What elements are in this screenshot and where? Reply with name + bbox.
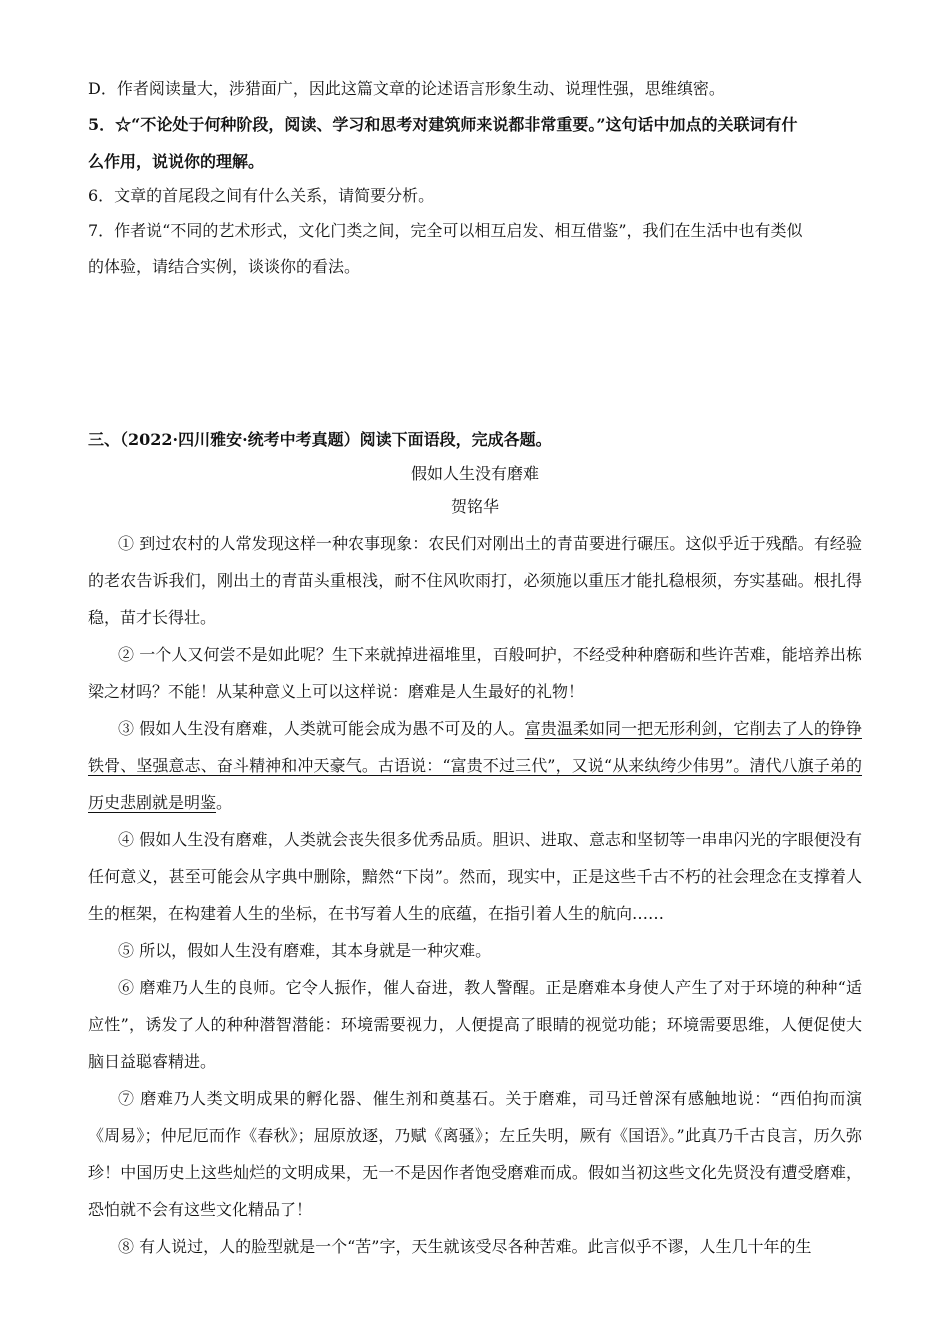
article-title: 假如人生没有磨难: [410, 464, 539, 483]
question-7-line2: 的体验，请结合实例，谈谈你的看法。: [88, 257, 361, 276]
paragraph-3-end: 。: [216, 793, 233, 812]
paragraph-5: ⑤ 所以，假如人生没有磨难，其本身就是一种灾难。: [118, 941, 492, 960]
paragraph-3-plain: ③ 假如人生没有磨难，人类就可能会成为愚不可及的人。: [118, 719, 525, 738]
article-author: 贺铭华: [450, 497, 499, 516]
paragraph-3: [88, 710, 862, 821]
paragraph-1: ① 到过农村的人常发现这样一种农事现象：农民们对刚出土的青苗要进行碾压。这似乎近于残酷。有经验的老农告诉我们，刚出土的青苗头重根浅，耐不住风吹雨打，必须施以重压才能扎稳根须，夯实基础。根扎得稳，苗才长得壮。: [88, 534, 862, 627]
paragraph-7: ⑦ 磨难乃人类文明成果的孵化器、催生剂和奠基石。关于磨难，司马迁曾深有感触地说：“西伯拘而演《周易》；仲尼厄而作《春秋》；屈原放逐，乃赋《离骚》；左丘失明，厥有《国语》。”此真乃千古良言，历久弥珍！中国历史上这些灿烂的文明成果，无一不是因作者饱受磨难而成。假如当初这些文化先贤没有遭受磨难，恐怕就不会有这些文化精品了！: [88, 1089, 862, 1219]
article-body: [88, 525, 862, 1265]
paragraph-4: ④ 假如人生没有磨难，人类就会丧失很多优秀品质。胆识、进取、意志和坚韧等一串串闪光的字眼便没有任何意义，甚至可能会从字典中删除，黯然“下岗”。然而，现实中，正是这些千古不朽的社会理念在支撑着人生的框架，在构建着人生的坐标，在书写着人生的底蕴，在指引着人生的航向……: [88, 830, 862, 923]
question-7-line1: 7．作者说“不同的艺术形式，文化门类之间，完全可以相互启发、相互借鉴”，我们在生活中也有类似: [88, 221, 803, 240]
question-5-line1: 5．☆“不论处于何种阶段，阅读、学习和思考对建筑师来说都非常重要。”这句话中加点的关联词有什: [88, 115, 798, 134]
option-d: D．作者阅读量大，涉猎面广，因此这篇文章的论述语言形象生动、说理性强，思维缜密。: [88, 79, 725, 98]
paragraph-3-underlined: 富贵温柔如同一把无形利剑，它削去了人的铮铮铁骨、坚强意志、奋斗精神和冲天豪气。古语说：“富贵不过三代”，又说“从来纨绔少伟男”。清代八旗子弟的历史悲剧就是明鉴: [88, 719, 862, 812]
paragraph-2: ② 一个人又何尝不是如此呢？生下来就掉进福堆里，百般呵护，不经受种种磨砺和些许苦难，能培养出栋梁之材吗？不能！从某种意义上可以这样说：磨难是人生最好的礼物！: [88, 645, 862, 701]
section-heading: 三、（2022·四川雅安·统考中考真题）阅读下面语段，完成各题。: [88, 430, 552, 449]
question-5-line2: 么作用，说说你的理解。: [88, 152, 265, 171]
paragraph-6: ⑥ 磨难乃人生的良师。它令人振作，催人奋进，教人警醒。正是磨难本身使人产生了对于环境的种种“适应性”，诱发了人的种种潜智潜能：环境需要视力，人便提高了眼睛的视觉功能；环境需要思维，人便促使大脑日益聪睿精进。: [88, 978, 862, 1071]
question-6: 6．文章的首尾段之间有什么关系，请简要分析。: [88, 186, 435, 205]
paragraph-8: ⑧ 有人说过，人的脸型就是一个“苦”字，天生就该受尽各种苦难。此言似乎不谬，人生几十年的生: [118, 1237, 812, 1256]
